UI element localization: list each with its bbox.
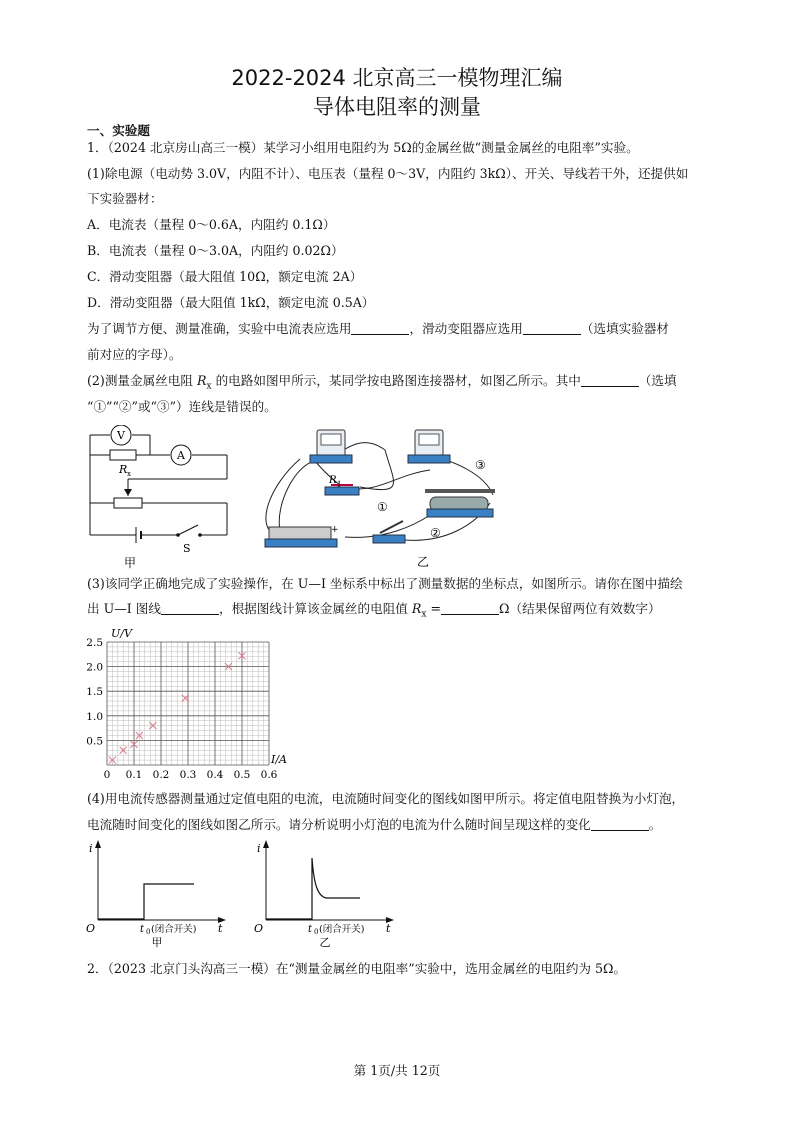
rx-resistor (110, 450, 136, 460)
q1-part4-a: 电流随时间变化的图线如图乙所示。请分析说明小灯泡的电流为什么随时间呈现这样的变化 (87, 817, 591, 832)
answer-blank-wrong-wire[interactable] (581, 374, 639, 387)
graph2-caption: 乙 (319, 936, 331, 949)
voltmeter-label: V (117, 429, 125, 442)
graph1-caption: 甲 (151, 936, 163, 949)
q1-part3-a: 出 U—I 图线 (87, 601, 161, 616)
rx-subscript: x (206, 381, 212, 392)
wire-2 (345, 515, 430, 537)
q1-part2-b: 的电路如图甲所示，某同学按电路图连接器材，如图乙所示。其中 (211, 373, 581, 388)
q1-part2-c: （选填 (638, 373, 677, 388)
x-tick-label: 0 (103, 769, 111, 781)
rx-symbol: R (197, 373, 207, 388)
option-c: C．滑动变阻器（最大阻值 10Ω，额定电流 2A） (87, 269, 363, 284)
wire-1-label: ① (377, 500, 388, 514)
q1-part4-b: 。 (648, 817, 662, 832)
r1-label-sub: 1 (337, 480, 342, 488)
circuit-diagram (80, 425, 240, 575)
graph1-t0: t (140, 924, 145, 935)
answer-blank-bulb-current[interactable] (591, 818, 649, 831)
current-curve-resistor (98, 884, 194, 919)
x-tick-label: 0.1 (125, 769, 143, 781)
graph2-t0-sub: 0 (314, 928, 319, 936)
switch-label: S (183, 542, 191, 555)
chart-x-label: I/A (271, 753, 287, 766)
it-graph-resistor (84, 838, 234, 953)
q1-part1-line2: 下实验器材： (87, 191, 163, 206)
y-tick-label: 2.0 (86, 661, 103, 674)
ammeter-label: A (177, 449, 185, 462)
rx-symbol-2: R (411, 601, 422, 616)
x-tick-label: 0.4 (206, 769, 224, 781)
q2-intro: 2．（2023 北京门头沟高三一模）在“测量金属丝的电阻率”实验中，选用金属丝的电阻约为 5Ω。 (87, 961, 627, 976)
graph1-t0-sub: 0 (146, 928, 151, 936)
q1-intro: 1．（2024 北京房山高三一模）某学习小组用电阻约为 5Ω的金属丝做“测量金属丝的电阻率”实验。 (87, 140, 639, 155)
q1-part1-question (87, 320, 717, 338)
y-tick-label: 1.0 (86, 710, 103, 723)
current-curve-bulb (266, 858, 360, 919)
chart-y-label: U/V (111, 627, 132, 640)
wire-3-label: ③ (475, 458, 486, 472)
q1-part2-line2: “①”“②”或“③”）连线是错误的。 (87, 399, 277, 414)
graph1-origin: O (86, 922, 96, 935)
y-tick-label: 0.5 (86, 735, 103, 748)
graph2-origin: O (254, 922, 264, 935)
rx-subscript-2: x (421, 609, 427, 620)
r1-label: R (329, 475, 337, 486)
q1-part1-question-a: 为了调节方便、测量准确，实验中电流表应选用 (87, 321, 352, 336)
q1-part3-c: = (426, 601, 442, 616)
wire-2-label: ② (430, 526, 441, 540)
q1-part3-line1: (3)该同学正确地完成了实验操作，在 U—I 坐标系中标出了测量数据的坐标点，如图所示。请你在图中描绘 (87, 576, 683, 591)
q1-part3-b: ，根据图线计算该金属丝的电阻值 (218, 601, 412, 616)
battery-plus-label: + (331, 525, 339, 535)
x-tick-label: 0.6 (260, 769, 278, 781)
wire-1 (347, 470, 430, 489)
answer-blank-rheostat[interactable] (523, 322, 581, 335)
ui-chart (82, 620, 302, 785)
graph2-t0-note: (闭合开关) (319, 924, 365, 935)
q1-part1-line1: (1)除电源（电动势 3.0V，内阻不计）、电压表（量程 0～3V，内阻约 3kΩ）、开关、导线若干外，还提供如 (87, 166, 689, 181)
graph2-y-label: i (257, 842, 261, 855)
it-graph-bulb (252, 838, 402, 953)
q1-part4-line1: (4)用电流传感器测量通过定值电阻的电流，电流随时间变化的图线如图甲所示。将定值电阻替换为小灯泡， (87, 791, 685, 806)
y-tick-label: 1.5 (86, 686, 103, 699)
chart-x-ticks (104, 769, 278, 781)
x-tick-label: 0.5 (233, 769, 251, 781)
answer-blank-ui-line[interactable] (161, 602, 219, 615)
q1-part1-question-b: ，滑动变阻器应选用 (409, 321, 523, 336)
q1-part2-line1 (87, 372, 717, 396)
option-a: A．电流表（量程 0～0.6A，内阻约 0.1Ω） (87, 217, 336, 232)
x-tick-label: 0.3 (179, 769, 197, 781)
page-footer: 第 1页/共 12页 (353, 1063, 441, 1078)
option-d: D．滑动变阻器（最大阻值 1kΩ，额定电流 0.5A） (87, 295, 375, 310)
q1-part4-line2 (87, 816, 717, 834)
page-subtitle: 导体电阻率的测量 (313, 95, 481, 119)
graph2-t0: t (308, 924, 313, 935)
physical-wiring-diagram (255, 425, 505, 573)
x-tick-label: 0.2 (152, 769, 170, 781)
y-tick-label: 2.5 (86, 637, 103, 649)
switch-blade (178, 525, 198, 535)
answer-blank-ammeter[interactable] (351, 322, 409, 335)
rheostat (114, 498, 142, 508)
physical-caption: 乙 (416, 555, 430, 569)
answer-blank-resistance[interactable] (441, 602, 499, 615)
graph1-y-label: i (89, 842, 93, 855)
q1-part1-question-c: （选填实验器材 (580, 321, 669, 336)
q1-part3-d: Ω（结果保留两位有效数字） (499, 601, 661, 616)
option-b: B．电流表（量程 0～3.0A，内阻约 0.02Ω） (87, 243, 344, 258)
page-title: 2022-2024 北京高三一模物理汇编 (231, 66, 563, 90)
chart-y-ticks (86, 637, 103, 747)
graph2-x-label: t (386, 922, 391, 935)
q1-part1-question-line2: 前对应的字母）。 (87, 347, 182, 362)
rx-label-sub: x (127, 470, 131, 478)
circuit-caption: 甲 (123, 556, 137, 570)
graph1-x-label: t (218, 922, 223, 935)
graph1-t0-note: (闭合开关) (151, 924, 197, 935)
section-heading: 一、实验题 (87, 123, 150, 138)
rx-label: R (119, 463, 128, 476)
q1-part2-a: (2)测量金属丝电阻 (87, 373, 197, 388)
